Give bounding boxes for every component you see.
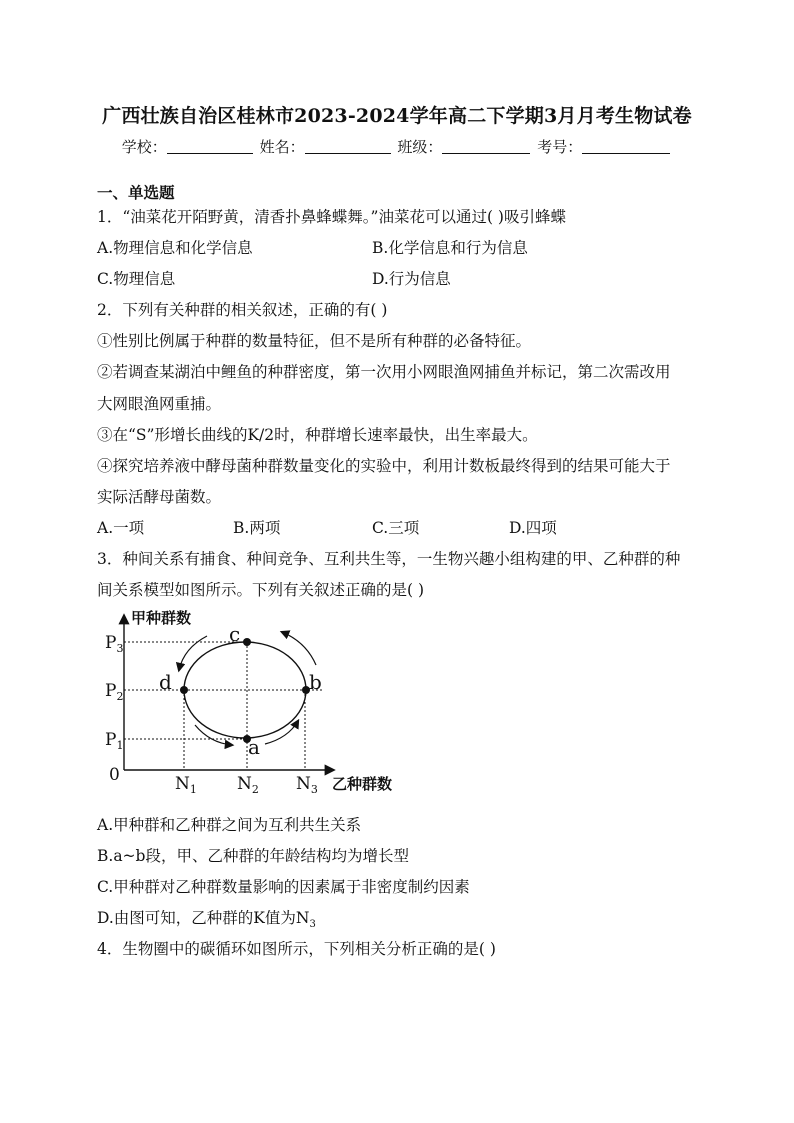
q2-item-2: ②若调查某湖泊中鲤鱼的种群密度，第一次用小网眼渔网捕鱼并标记，第二次需改用 [97,363,671,381]
x-tick-n1: $N_1$ [175,774,197,796]
q1-option-b: B.化学信息和行为信息 [372,239,528,257]
name-label: 姓名： [259,138,305,156]
x-axis-label: 乙种群数 [332,775,393,793]
y-tick-p3: $P_3$ [105,633,124,655]
class-blank[interactable] [442,139,530,154]
q3-option-d: D.由图可知，乙种群的K值为$N_3$ [97,909,316,931]
q2-item-3: ③在“S”形增长曲线的K/2时，种群增长速率最快，出生率最大。 [97,426,538,444]
school-blank[interactable] [167,139,253,154]
q3-population-diagram [96,603,406,799]
y-axis-label: 甲种群数 [131,609,192,627]
class-label: 班级： [397,138,443,156]
y-tick-p2: $P_2$ [105,681,124,703]
q4-stem: 4．生物圈中的碳循环如图所示，下列相关分析正确的是( ) [97,940,496,958]
q1-stem: 1．“油菜花开陌野黄，清香扑鼻蜂蝶舞。”油菜花可以通过( )吸引蜂蝶 [97,208,566,226]
school-label: 学校： [121,138,167,156]
x-tick-n2: $N_2$ [237,774,259,796]
number-label: 考号： [537,138,583,156]
point-d-label: d [159,670,172,694]
q3-option-c: C.甲种群对乙种群数量影响的因素属于非密度制约因素 [97,878,470,896]
q2-option-d: D.四项 [509,519,557,537]
q2-item-2-cont: 大网眼渔网重捕。 [97,395,222,413]
q2-option-b: B.两项 [233,519,281,537]
exam-title: 广西壮族自治区桂林市2023-2024学年高二下学期3月月考生物试卷 [102,105,692,127]
q2-item-4: ④探究培养液中酵母菌种群数量变化的实验中，利用计数板最终得到的结果可能大于 [97,457,671,475]
name-blank[interactable] [305,139,391,154]
q3-stem-line2: 间关系模型如图所示。下列有关叙述正确的是( ) [97,581,425,599]
q2-item-1: ①性别比例属于种群的数量特征，但不是所有种群的必备特征。 [97,332,532,350]
point-c [243,638,251,646]
q2-item-4-cont: 实际活酵母菌数。 [97,488,222,506]
point-d [180,686,188,694]
section-title: 一、单选题 [97,183,175,202]
student-info-row [0,136,794,157]
y-tick-p1: $P_1$ [105,730,124,752]
q3-option-b: B.a~b段，甲、乙种群的年龄结构均为增长型 [97,847,409,865]
cycle-direction-arrows [179,632,316,745]
q2-option-a: A.一项 [97,519,145,537]
q1-option-d: D.行为信息 [372,270,451,288]
point-b-label: b [309,670,322,694]
q3-stem-line1: 3．种间关系有捕食、种间竞争、互利共生等，一生物兴趣小组构建的甲、乙种群的种 [97,550,681,568]
q3-option-a: A.甲种群和乙种群之间为互利共生关系 [97,816,362,834]
x-tick-n3: $N_3$ [296,774,318,796]
q1-option-c: C.物理信息 [97,270,176,288]
point-a-label: a [248,735,260,759]
origin-label: 0 [109,765,120,785]
guide-lines [124,642,322,770]
point-c-label: c [229,622,241,646]
q2-stem: 2．下列有关种群的相关叙述，正确的有( ) [97,301,388,319]
q1-option-a: A.物理信息和化学信息 [97,239,253,257]
number-blank[interactable] [582,139,670,154]
q2-option-c: C.三项 [372,519,420,537]
